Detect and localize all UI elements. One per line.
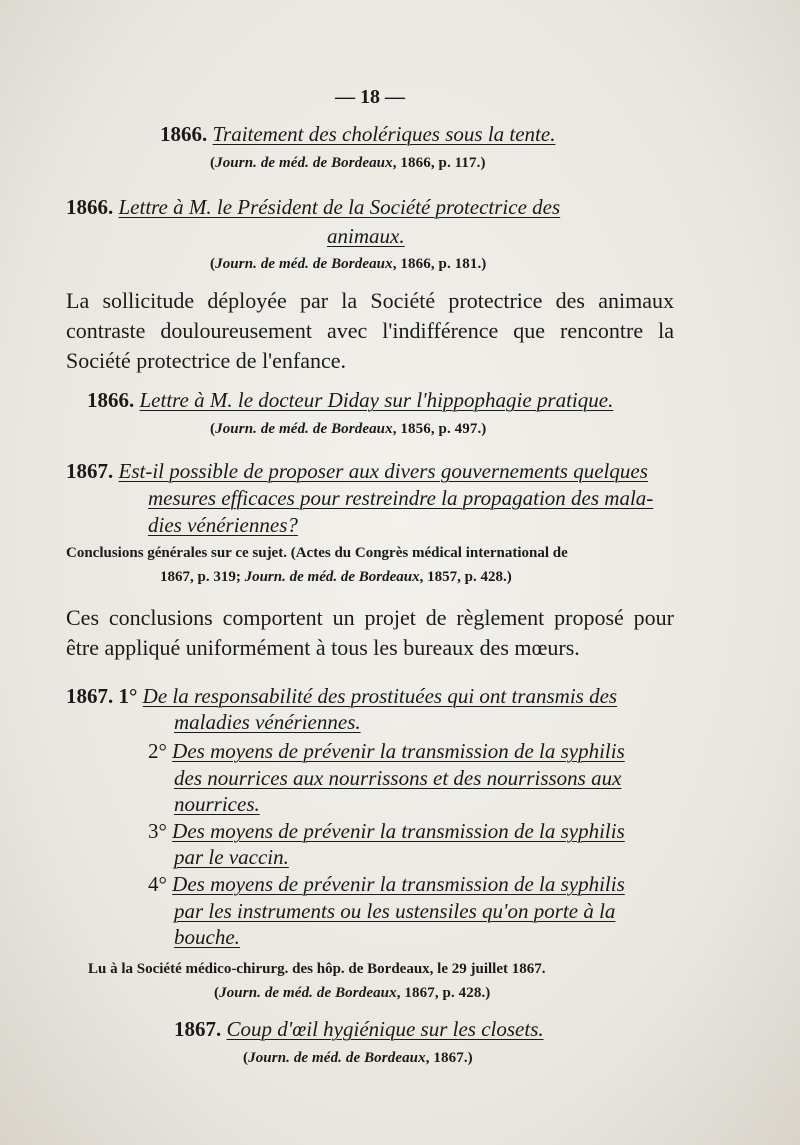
entry-4-title-line-2: mesures efficaces pour restreindre la propagation des mala- [148,486,654,510]
entry-3-reference: (Journ. de méd. de Bordeaux, 1856, p. 497.) [210,421,487,437]
entry-1-reference: (Journ. de méd. de Bordeaux, 1866, p. 117.) [210,155,486,171]
item-number: 4° [148,872,167,896]
entry-year: 1866. [66,195,114,219]
entry-4-conclusions-line-2: 1867, p. 319; Journ. de méd. de Bordeaux, 1857, p. 428.) [160,569,512,585]
entry-title: Lettre à M. le Président de la Société protectrice des [118,195,561,219]
entry-5-reference: (Journ. de méd. de Bordeaux, 1867, p. 428.) [214,985,491,1001]
entry-5-item-2 [148,739,625,764]
entry-5-item-4 [148,872,625,897]
entry-year: 1867. [174,1017,222,1041]
paragraph-conclusions: Ces conclusions comportent un projet de règlement proposé pour être appliqué uniformément à tous les bureaux des mœurs. [66,605,674,660]
entry-2-reference: (Journ. de méd. de Bordeaux, 1866, p. 181.) [210,256,487,272]
item-number: 3° [148,819,167,843]
entry-5-item-3 [148,819,625,844]
entry-3-heading [87,388,613,413]
entry-5-item-4-line-3: bouche. [174,925,240,949]
entry-5-item-4-line-2: par les instruments ou les ustensiles qu'on porte à la [174,899,616,923]
entry-year: 1866. [87,388,135,412]
entry-6-heading [174,1017,544,1042]
entry-year: 1867. [66,459,114,483]
entry-year: 1866. [160,122,208,146]
item-title: Des moyens de prévenir la transmission de la syphilis [172,819,625,843]
item-number: 1° [118,684,138,708]
page-number: — 18 — [335,86,405,108]
entry-4-title-line-3: dies vénériennes? [148,513,298,537]
entry-5-item-2-line-2: des nourrices aux nourrissons et des nourrissons aux [174,766,622,790]
item-title: Des moyens de prévenir la transmission de la syphilis [172,739,625,763]
entry-5-item-1-line-2: maladies vénériennes. [174,710,361,734]
item-title: De la responsabilité des prostituées qui ont transmis des [142,684,618,708]
item-number: 2° [148,739,167,763]
entry-5-item-2-line-3: nourrices. [174,792,260,816]
entry-6-reference: (Journ. de méd. de Bordeaux, 1867.) [243,1050,473,1066]
paragraph-sollicitude: La sollicitude déployée par la Société protectrice des animaux contraste douloureusement avec l'indifférence que rencontre la Société protectrice de l'enfance. [66,288,674,373]
entry-4-conclusions-line-1: Conclusions générales sur ce sujet. (Actes du Congrès médical international de [66,545,568,561]
entry-5-item-3-line-2: par le vaccin. [174,845,289,869]
entry-title: Traitement des cholériques sous la tente. [212,122,556,146]
entry-5-read-note: Lu à la Société médico-chirurg. des hôp. de Bordeaux, le 29 juillet 1867. [88,961,546,977]
entry-1-heading [160,122,555,147]
entry-4-heading [66,459,648,484]
entry-5-heading [66,684,617,709]
entry-title: Coup d'œil hygiénique sur les closets. [226,1017,544,1041]
entry-title: Lettre à M. le docteur Diday sur l'hippophagie pratique. [139,388,614,412]
entry-title: Est-il possible de proposer aux divers gouvernements quelques [118,459,648,483]
entry-2-heading [66,195,560,220]
entry-year: 1867. [66,684,114,708]
entry-2-title-continued: animaux. [327,224,405,248]
item-title: Des moyens de prévenir la transmission de la syphilis [172,872,625,896]
